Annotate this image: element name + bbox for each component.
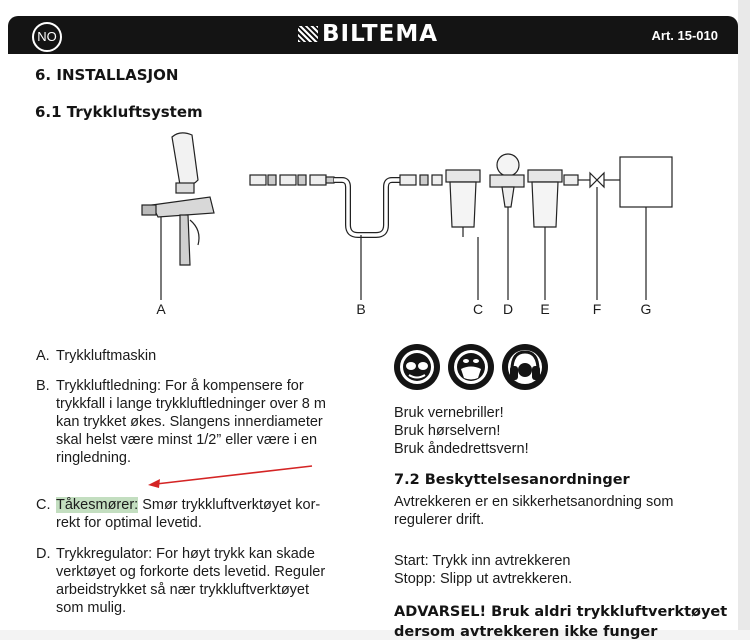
item-letter: A.: [36, 348, 50, 364]
ear-protection-icon: [502, 344, 548, 390]
item-line: Trykkluftledning: For å kompensere for: [56, 378, 304, 394]
subsection-title: 6.1 Trykkluftsystem: [35, 103, 203, 121]
safety-text: [394, 404, 724, 458]
article-number: Art. 15-010: [651, 28, 718, 43]
diagram-label-g: G: [640, 301, 652, 317]
safety-line: Bruk hørselvern!: [394, 423, 501, 439]
protection-line: regulerer drift.: [394, 512, 485, 528]
list-item-a: [36, 347, 366, 365]
list-item-d: [36, 545, 366, 617]
warning-text-cont: dersom avtrekkeren ikke funger: [394, 624, 658, 640]
item-line: kan trykket økes. Slangens innerdiameter: [56, 414, 323, 430]
highlighted-term: Tåkesmører:: [56, 497, 139, 513]
item-line: verktøyet og forkorte dets levetid. Reguler: [56, 564, 326, 580]
item-letter: C.: [36, 497, 51, 513]
page-edge: [738, 0, 750, 630]
start-line: Start: Trykk inn avtrekkeren: [394, 553, 571, 569]
safety-line: Bruk åndedrettsvern!: [394, 441, 529, 457]
list-item-c: [36, 496, 366, 532]
item-line: Trykkregulator: For høyt trykk kan skade: [56, 546, 315, 562]
operation-text: [394, 552, 724, 588]
list-item-b: [36, 377, 366, 467]
item-line: trykkfall i lange trykkluftledninger over 8 m: [56, 396, 326, 412]
protection-title: 7.2 Beskyttelsesanordninger: [394, 472, 630, 488]
air-system-diagram: [30, 125, 730, 320]
annotation-arrow: [140, 462, 320, 492]
item-line: ringledning.: [56, 450, 131, 466]
item-line: rekt for optimal levetid.: [56, 515, 202, 531]
diagram-label-b: B: [356, 301, 366, 317]
page-header: [8, 16, 738, 54]
item-line: Smør trykkluftverktøyet kor-: [138, 497, 321, 513]
item-letter: B.: [36, 378, 50, 394]
logo-mark-icon: [298, 26, 318, 42]
item-text: Trykkluftmaskin: [56, 348, 157, 364]
spray-gun-icon: [142, 133, 214, 265]
diagram-label-f: F: [592, 301, 602, 317]
diagram-label-c: C: [472, 301, 484, 317]
item-line: arbeidstrykket så nær trykkluftverktøyet: [56, 582, 310, 598]
section-title: 6. INSTALLASJON: [35, 66, 179, 84]
protection-text: [394, 493, 724, 529]
protection-line: Avtrekkeren er en sikkerhetsanordning som: [394, 494, 674, 510]
diagram-label-e: E: [540, 301, 550, 317]
stop-line: Stopp: Slipp ut avtrekkeren.: [394, 571, 573, 587]
item-line: skal helst være minst 1/2” eller være i en: [56, 432, 318, 448]
safety-line: Bruk vernebriller!: [394, 405, 504, 421]
item-letter: D.: [36, 546, 51, 562]
brand-name: BILTEMA: [322, 21, 439, 47]
brand-logo: [298, 21, 438, 47]
mask-icon: [448, 344, 494, 390]
item-line: som mulig.: [56, 600, 127, 616]
diagram-label-d: D: [502, 301, 514, 317]
warning-text: ADVARSEL! Bruk aldri trykkluftverktøyet: [394, 604, 728, 620]
diagram-label-a: A: [156, 301, 166, 317]
goggles-icon: [394, 344, 440, 390]
language-badge: NO: [32, 22, 62, 52]
